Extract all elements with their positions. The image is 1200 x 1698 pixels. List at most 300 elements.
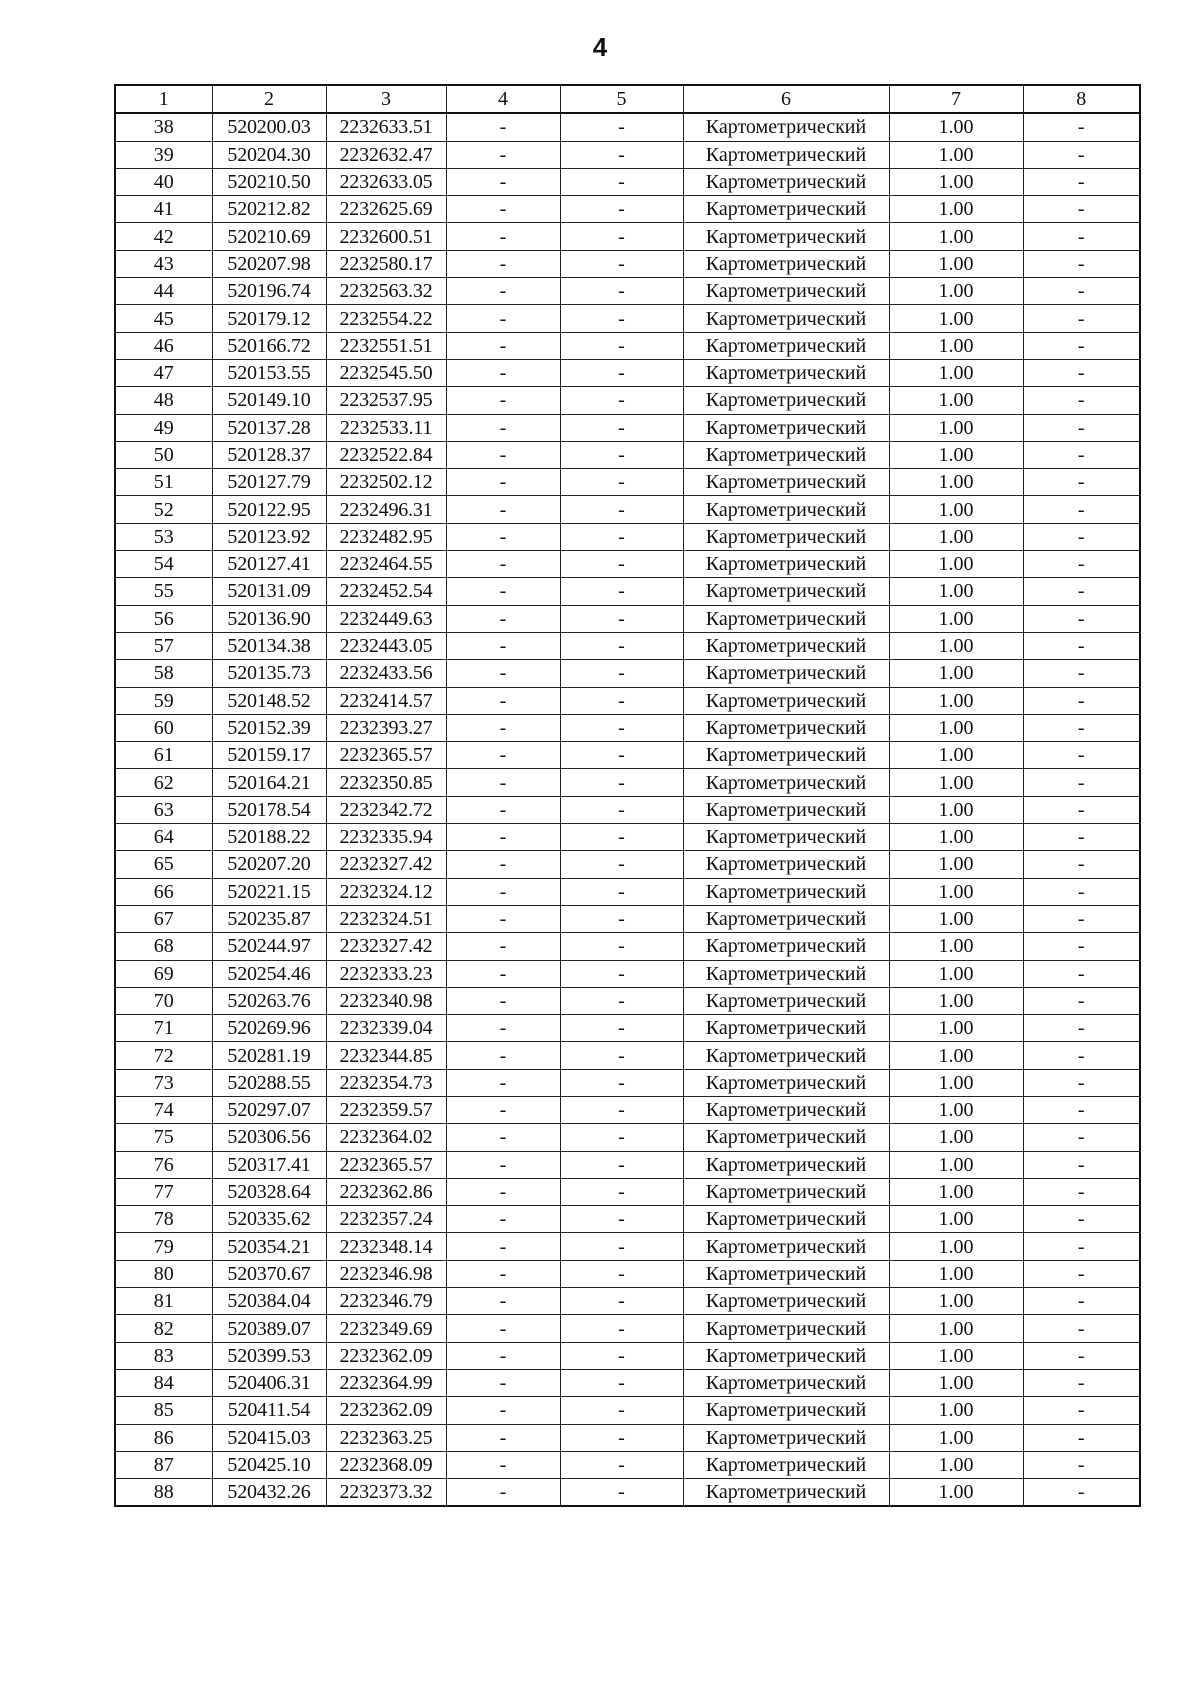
point-number-cell: 60	[115, 714, 212, 741]
table-row	[115, 1042, 1140, 1069]
y-coordinate-cell: 2232522.84	[326, 441, 446, 468]
accuracy-cell: 1.00	[889, 1151, 1023, 1178]
col4-cell: -	[446, 551, 560, 578]
col5-cell: -	[560, 359, 683, 386]
point-number-cell: 44	[115, 278, 212, 305]
col5-cell: -	[560, 632, 683, 659]
col5-cell: -	[560, 1042, 683, 1069]
point-number-cell: 77	[115, 1178, 212, 1205]
x-coordinate-cell: 520127.41	[212, 551, 326, 578]
method-cell: Картометрический	[683, 168, 889, 195]
point-number-cell: 47	[115, 359, 212, 386]
col5-cell: -	[560, 1233, 683, 1260]
x-coordinate-cell: 520306.56	[212, 1124, 326, 1151]
y-coordinate-cell: 2232625.69	[326, 196, 446, 223]
point-number-cell: 74	[115, 1096, 212, 1123]
table-row	[115, 196, 1140, 223]
y-coordinate-cell: 2232537.95	[326, 387, 446, 414]
table-row	[115, 851, 1140, 878]
col4-cell: -	[446, 987, 560, 1014]
method-cell: Картометрический	[683, 1015, 889, 1042]
x-coordinate-cell: 520212.82	[212, 196, 326, 223]
y-coordinate-cell: 2232349.69	[326, 1315, 446, 1342]
table-row	[115, 305, 1140, 332]
point-number-cell: 52	[115, 496, 212, 523]
table-row	[115, 1206, 1140, 1233]
col4-cell: -	[446, 1015, 560, 1042]
column-header: 8	[1023, 85, 1140, 113]
col5-cell: -	[560, 1178, 683, 1205]
col8-cell: -	[1023, 1342, 1140, 1369]
table-row	[115, 1151, 1140, 1178]
col5-cell: -	[560, 414, 683, 441]
y-coordinate-cell: 2232633.51	[326, 113, 446, 141]
method-cell: Картометрический	[683, 1151, 889, 1178]
point-number-cell: 85	[115, 1397, 212, 1424]
col5-cell: -	[560, 250, 683, 277]
y-coordinate-cell: 2232551.51	[326, 332, 446, 359]
col5-cell: -	[560, 1124, 683, 1151]
point-number-cell: 55	[115, 578, 212, 605]
table-row	[115, 933, 1140, 960]
x-coordinate-cell: 520415.03	[212, 1424, 326, 1451]
x-coordinate-cell: 520335.62	[212, 1206, 326, 1233]
y-coordinate-cell: 2232496.31	[326, 496, 446, 523]
method-cell: Картометрический	[683, 769, 889, 796]
accuracy-cell: 1.00	[889, 1260, 1023, 1287]
accuracy-cell: 1.00	[889, 878, 1023, 905]
y-coordinate-cell: 2232364.99	[326, 1369, 446, 1396]
col5-cell: -	[560, 1206, 683, 1233]
method-cell: Картометрический	[683, 578, 889, 605]
accuracy-cell: 1.00	[889, 1096, 1023, 1123]
x-coordinate-cell: 520204.30	[212, 141, 326, 168]
x-coordinate-cell: 520179.12	[212, 305, 326, 332]
col4-cell: -	[446, 578, 560, 605]
y-coordinate-cell: 2232346.79	[326, 1288, 446, 1315]
col8-cell: -	[1023, 1315, 1140, 1342]
table-row	[115, 824, 1140, 851]
column-header: 4	[446, 85, 560, 113]
col5-cell: -	[560, 1069, 683, 1096]
accuracy-cell: 1.00	[889, 605, 1023, 632]
table-row	[115, 605, 1140, 632]
col4-cell: -	[446, 1233, 560, 1260]
col5-cell: -	[560, 523, 683, 550]
accuracy-cell: 1.00	[889, 168, 1023, 195]
method-cell: Картометрический	[683, 687, 889, 714]
point-number-cell: 63	[115, 796, 212, 823]
point-number-cell: 62	[115, 769, 212, 796]
x-coordinate-cell: 520399.53	[212, 1342, 326, 1369]
point-number-cell: 53	[115, 523, 212, 550]
method-cell: Картометрический	[683, 1260, 889, 1287]
method-cell: Картометрический	[683, 905, 889, 932]
y-coordinate-cell: 2232633.05	[326, 168, 446, 195]
x-coordinate-cell: 520207.20	[212, 851, 326, 878]
accuracy-cell: 1.00	[889, 1451, 1023, 1478]
y-coordinate-cell: 2232362.09	[326, 1397, 446, 1424]
accuracy-cell: 1.00	[889, 441, 1023, 468]
x-coordinate-cell: 520200.03	[212, 113, 326, 141]
col8-cell: -	[1023, 851, 1140, 878]
table-row	[115, 578, 1140, 605]
table-row	[115, 905, 1140, 932]
col4-cell: -	[446, 141, 560, 168]
point-number-cell: 88	[115, 1479, 212, 1507]
table-row	[115, 414, 1140, 441]
y-coordinate-cell: 2232414.57	[326, 687, 446, 714]
x-coordinate-cell: 520153.55	[212, 359, 326, 386]
method-cell: Картометрический	[683, 605, 889, 632]
point-number-cell: 59	[115, 687, 212, 714]
col5-cell: -	[560, 1342, 683, 1369]
table-row	[115, 387, 1140, 414]
y-coordinate-cell: 2232545.50	[326, 359, 446, 386]
accuracy-cell: 1.00	[889, 1178, 1023, 1205]
col8-cell: -	[1023, 687, 1140, 714]
table-row	[115, 1315, 1140, 1342]
x-coordinate-cell: 520354.21	[212, 1233, 326, 1260]
accuracy-cell: 1.00	[889, 1288, 1023, 1315]
table-row	[115, 1397, 1140, 1424]
col5-cell: -	[560, 878, 683, 905]
col8-cell: -	[1023, 496, 1140, 523]
table-row	[115, 878, 1140, 905]
x-coordinate-cell: 520389.07	[212, 1315, 326, 1342]
table-row	[115, 250, 1140, 277]
col4-cell: -	[446, 278, 560, 305]
col5-cell: -	[560, 960, 683, 987]
method-cell: Картометрический	[683, 1069, 889, 1096]
y-coordinate-cell: 2232563.32	[326, 278, 446, 305]
point-number-cell: 81	[115, 1288, 212, 1315]
col8-cell: -	[1023, 113, 1140, 141]
col8-cell: -	[1023, 1151, 1140, 1178]
col4-cell: -	[446, 1424, 560, 1451]
point-number-cell: 78	[115, 1206, 212, 1233]
accuracy-cell: 1.00	[889, 1369, 1023, 1396]
col8-cell: -	[1023, 1288, 1140, 1315]
y-coordinate-cell: 2232580.17	[326, 250, 446, 277]
x-coordinate-cell: 520131.09	[212, 578, 326, 605]
x-coordinate-cell: 520178.54	[212, 796, 326, 823]
accuracy-cell: 1.00	[889, 414, 1023, 441]
col4-cell: -	[446, 905, 560, 932]
table-row	[115, 796, 1140, 823]
table-row	[115, 441, 1140, 468]
col5-cell: -	[560, 113, 683, 141]
method-cell: Картометрический	[683, 441, 889, 468]
method-cell: Картометрический	[683, 1042, 889, 1069]
method-cell: Картометрический	[683, 824, 889, 851]
y-coordinate-cell: 2232632.47	[326, 141, 446, 168]
x-coordinate-cell: 520135.73	[212, 660, 326, 687]
y-coordinate-cell: 2232554.22	[326, 305, 446, 332]
col5-cell: -	[560, 441, 683, 468]
col4-cell: -	[446, 1342, 560, 1369]
method-cell: Картометрический	[683, 332, 889, 359]
col4-cell: -	[446, 605, 560, 632]
col5-cell: -	[560, 551, 683, 578]
y-coordinate-cell: 2232339.04	[326, 1015, 446, 1042]
col4-cell: -	[446, 1369, 560, 1396]
col5-cell: -	[560, 196, 683, 223]
table-row	[115, 551, 1140, 578]
table-row	[115, 1096, 1140, 1123]
col5-cell: -	[560, 1151, 683, 1178]
accuracy-cell: 1.00	[889, 250, 1023, 277]
x-coordinate-cell: 520235.87	[212, 905, 326, 932]
col8-cell: -	[1023, 1424, 1140, 1451]
y-coordinate-cell: 2232333.23	[326, 960, 446, 987]
y-coordinate-cell: 2232449.63	[326, 605, 446, 632]
table-row	[115, 1015, 1140, 1042]
method-cell: Картометрический	[683, 878, 889, 905]
method-cell: Картометрический	[683, 113, 889, 141]
column-header: 3	[326, 85, 446, 113]
col5-cell: -	[560, 1260, 683, 1287]
col4-cell: -	[446, 632, 560, 659]
col4-cell: -	[446, 1124, 560, 1151]
accuracy-cell: 1.00	[889, 1206, 1023, 1233]
table-row	[115, 1479, 1140, 1507]
method-cell: Картометрический	[683, 1288, 889, 1315]
accuracy-cell: 1.00	[889, 1015, 1023, 1042]
column-header: 7	[889, 85, 1023, 113]
col8-cell: -	[1023, 987, 1140, 1014]
col4-cell: -	[446, 1451, 560, 1478]
col4-cell: -	[446, 223, 560, 250]
col4-cell: -	[446, 332, 560, 359]
col8-cell: -	[1023, 878, 1140, 905]
col4-cell: -	[446, 469, 560, 496]
x-coordinate-cell: 520152.39	[212, 714, 326, 741]
y-coordinate-cell: 2232335.94	[326, 824, 446, 851]
col8-cell: -	[1023, 1260, 1140, 1287]
table-row	[115, 1233, 1140, 1260]
col5-cell: -	[560, 1451, 683, 1478]
accuracy-cell: 1.00	[889, 769, 1023, 796]
point-number-cell: 38	[115, 113, 212, 141]
point-number-cell: 57	[115, 632, 212, 659]
method-cell: Картометрический	[683, 387, 889, 414]
accuracy-cell: 1.00	[889, 359, 1023, 386]
col4-cell: -	[446, 250, 560, 277]
accuracy-cell: 1.00	[889, 933, 1023, 960]
x-coordinate-cell: 520244.97	[212, 933, 326, 960]
x-coordinate-cell: 520406.31	[212, 1369, 326, 1396]
coordinates-table	[114, 84, 1141, 1507]
col8-cell: -	[1023, 223, 1140, 250]
col8-cell: -	[1023, 796, 1140, 823]
accuracy-cell: 1.00	[889, 496, 1023, 523]
table-body	[115, 113, 1140, 1506]
y-coordinate-cell: 2232502.12	[326, 469, 446, 496]
x-coordinate-cell: 520210.69	[212, 223, 326, 250]
method-cell: Картометрический	[683, 496, 889, 523]
col4-cell: -	[446, 824, 560, 851]
col4-cell: -	[446, 441, 560, 468]
col5-cell: -	[560, 332, 683, 359]
col8-cell: -	[1023, 196, 1140, 223]
accuracy-cell: 1.00	[889, 851, 1023, 878]
point-number-cell: 75	[115, 1124, 212, 1151]
col4-cell: -	[446, 769, 560, 796]
table-row	[115, 141, 1140, 168]
method-cell: Картометрический	[683, 1096, 889, 1123]
table-row	[115, 632, 1140, 659]
method-cell: Картометрический	[683, 359, 889, 386]
col8-cell: -	[1023, 141, 1140, 168]
col8-cell: -	[1023, 1042, 1140, 1069]
col8-cell: -	[1023, 551, 1140, 578]
accuracy-cell: 1.00	[889, 1479, 1023, 1507]
x-coordinate-cell: 520425.10	[212, 1451, 326, 1478]
accuracy-cell: 1.00	[889, 824, 1023, 851]
table-row	[115, 113, 1140, 141]
accuracy-cell: 1.00	[889, 278, 1023, 305]
y-coordinate-cell: 2232533.11	[326, 414, 446, 441]
y-coordinate-cell: 2232600.51	[326, 223, 446, 250]
accuracy-cell: 1.00	[889, 796, 1023, 823]
method-cell: Картометрический	[683, 223, 889, 250]
point-number-cell: 43	[115, 250, 212, 277]
col5-cell: -	[560, 496, 683, 523]
y-coordinate-cell: 2232354.73	[326, 1069, 446, 1096]
accuracy-cell: 1.00	[889, 578, 1023, 605]
col4-cell: -	[446, 113, 560, 141]
table-row	[115, 1369, 1140, 1396]
x-coordinate-cell: 520263.76	[212, 987, 326, 1014]
col5-cell: -	[560, 305, 683, 332]
method-cell: Картометрический	[683, 1451, 889, 1478]
col8-cell: -	[1023, 250, 1140, 277]
x-coordinate-cell: 520128.37	[212, 441, 326, 468]
column-header: 2	[212, 85, 326, 113]
method-cell: Картометрический	[683, 523, 889, 550]
table-row	[115, 1069, 1140, 1096]
col8-cell: -	[1023, 359, 1140, 386]
col5-cell: -	[560, 387, 683, 414]
method-cell: Картометрический	[683, 1315, 889, 1342]
table-row	[115, 987, 1140, 1014]
accuracy-cell: 1.00	[889, 332, 1023, 359]
col8-cell: -	[1023, 1369, 1140, 1396]
col4-cell: -	[446, 1178, 560, 1205]
y-coordinate-cell: 2232324.51	[326, 905, 446, 932]
col8-cell: -	[1023, 933, 1140, 960]
point-number-cell: 79	[115, 1233, 212, 1260]
y-coordinate-cell: 2232362.09	[326, 1342, 446, 1369]
accuracy-cell: 1.00	[889, 1069, 1023, 1096]
x-coordinate-cell: 520127.79	[212, 469, 326, 496]
method-cell: Картометрический	[683, 469, 889, 496]
col8-cell: -	[1023, 1124, 1140, 1151]
y-coordinate-cell: 2232364.02	[326, 1124, 446, 1151]
accuracy-cell: 1.00	[889, 1424, 1023, 1451]
table-row	[115, 687, 1140, 714]
y-coordinate-cell: 2232373.32	[326, 1479, 446, 1507]
col4-cell: -	[446, 1479, 560, 1507]
page-number: 4	[592, 32, 608, 62]
col8-cell: -	[1023, 714, 1140, 741]
method-cell: Картометрический	[683, 141, 889, 168]
col8-cell: -	[1023, 1233, 1140, 1260]
accuracy-cell: 1.00	[889, 687, 1023, 714]
col5-cell: -	[560, 141, 683, 168]
method-cell: Картометрический	[683, 933, 889, 960]
col8-cell: -	[1023, 305, 1140, 332]
x-coordinate-cell: 520148.52	[212, 687, 326, 714]
point-number-cell: 54	[115, 551, 212, 578]
point-number-cell: 41	[115, 196, 212, 223]
col8-cell: -	[1023, 632, 1140, 659]
accuracy-cell: 1.00	[889, 1233, 1023, 1260]
table-row	[115, 223, 1140, 250]
accuracy-cell: 1.00	[889, 987, 1023, 1014]
accuracy-cell: 1.00	[889, 1315, 1023, 1342]
x-coordinate-cell: 520166.72	[212, 332, 326, 359]
col8-cell: -	[1023, 1451, 1140, 1478]
x-coordinate-cell: 520149.10	[212, 387, 326, 414]
y-coordinate-cell: 2232363.25	[326, 1424, 446, 1451]
x-coordinate-cell: 520136.90	[212, 605, 326, 632]
col8-cell: -	[1023, 742, 1140, 769]
col4-cell: -	[446, 1397, 560, 1424]
method-cell: Картометрический	[683, 660, 889, 687]
accuracy-cell: 1.00	[889, 1342, 1023, 1369]
point-number-cell: 46	[115, 332, 212, 359]
point-number-cell: 71	[115, 1015, 212, 1042]
method-cell: Картометрический	[683, 1342, 889, 1369]
col8-cell: -	[1023, 824, 1140, 851]
table-row	[115, 1424, 1140, 1451]
point-number-cell: 69	[115, 960, 212, 987]
col5-cell: -	[560, 168, 683, 195]
col4-cell: -	[446, 196, 560, 223]
y-coordinate-cell: 2232362.86	[326, 1178, 446, 1205]
y-coordinate-cell: 2232368.09	[326, 1451, 446, 1478]
y-coordinate-cell: 2232443.05	[326, 632, 446, 659]
accuracy-cell: 1.00	[889, 141, 1023, 168]
col5-cell: -	[560, 824, 683, 851]
col8-cell: -	[1023, 1069, 1140, 1096]
method-cell: Картометрический	[683, 1424, 889, 1451]
table-row	[115, 1178, 1140, 1205]
col8-cell: -	[1023, 960, 1140, 987]
y-coordinate-cell: 2232340.98	[326, 987, 446, 1014]
point-number-cell: 45	[115, 305, 212, 332]
point-number-cell: 87	[115, 1451, 212, 1478]
point-number-cell: 39	[115, 141, 212, 168]
y-coordinate-cell: 2232359.57	[326, 1096, 446, 1123]
method-cell: Картометрический	[683, 1397, 889, 1424]
col4-cell: -	[446, 168, 560, 195]
table-row	[115, 523, 1140, 550]
col5-cell: -	[560, 714, 683, 741]
accuracy-cell: 1.00	[889, 387, 1023, 414]
col5-cell: -	[560, 851, 683, 878]
table-row	[115, 359, 1140, 386]
y-coordinate-cell: 2232452.54	[326, 578, 446, 605]
x-coordinate-cell: 520281.19	[212, 1042, 326, 1069]
table-row	[115, 469, 1140, 496]
table-row	[115, 960, 1140, 987]
x-coordinate-cell: 520188.22	[212, 824, 326, 851]
col4-cell: -	[446, 960, 560, 987]
point-number-cell: 64	[115, 824, 212, 851]
